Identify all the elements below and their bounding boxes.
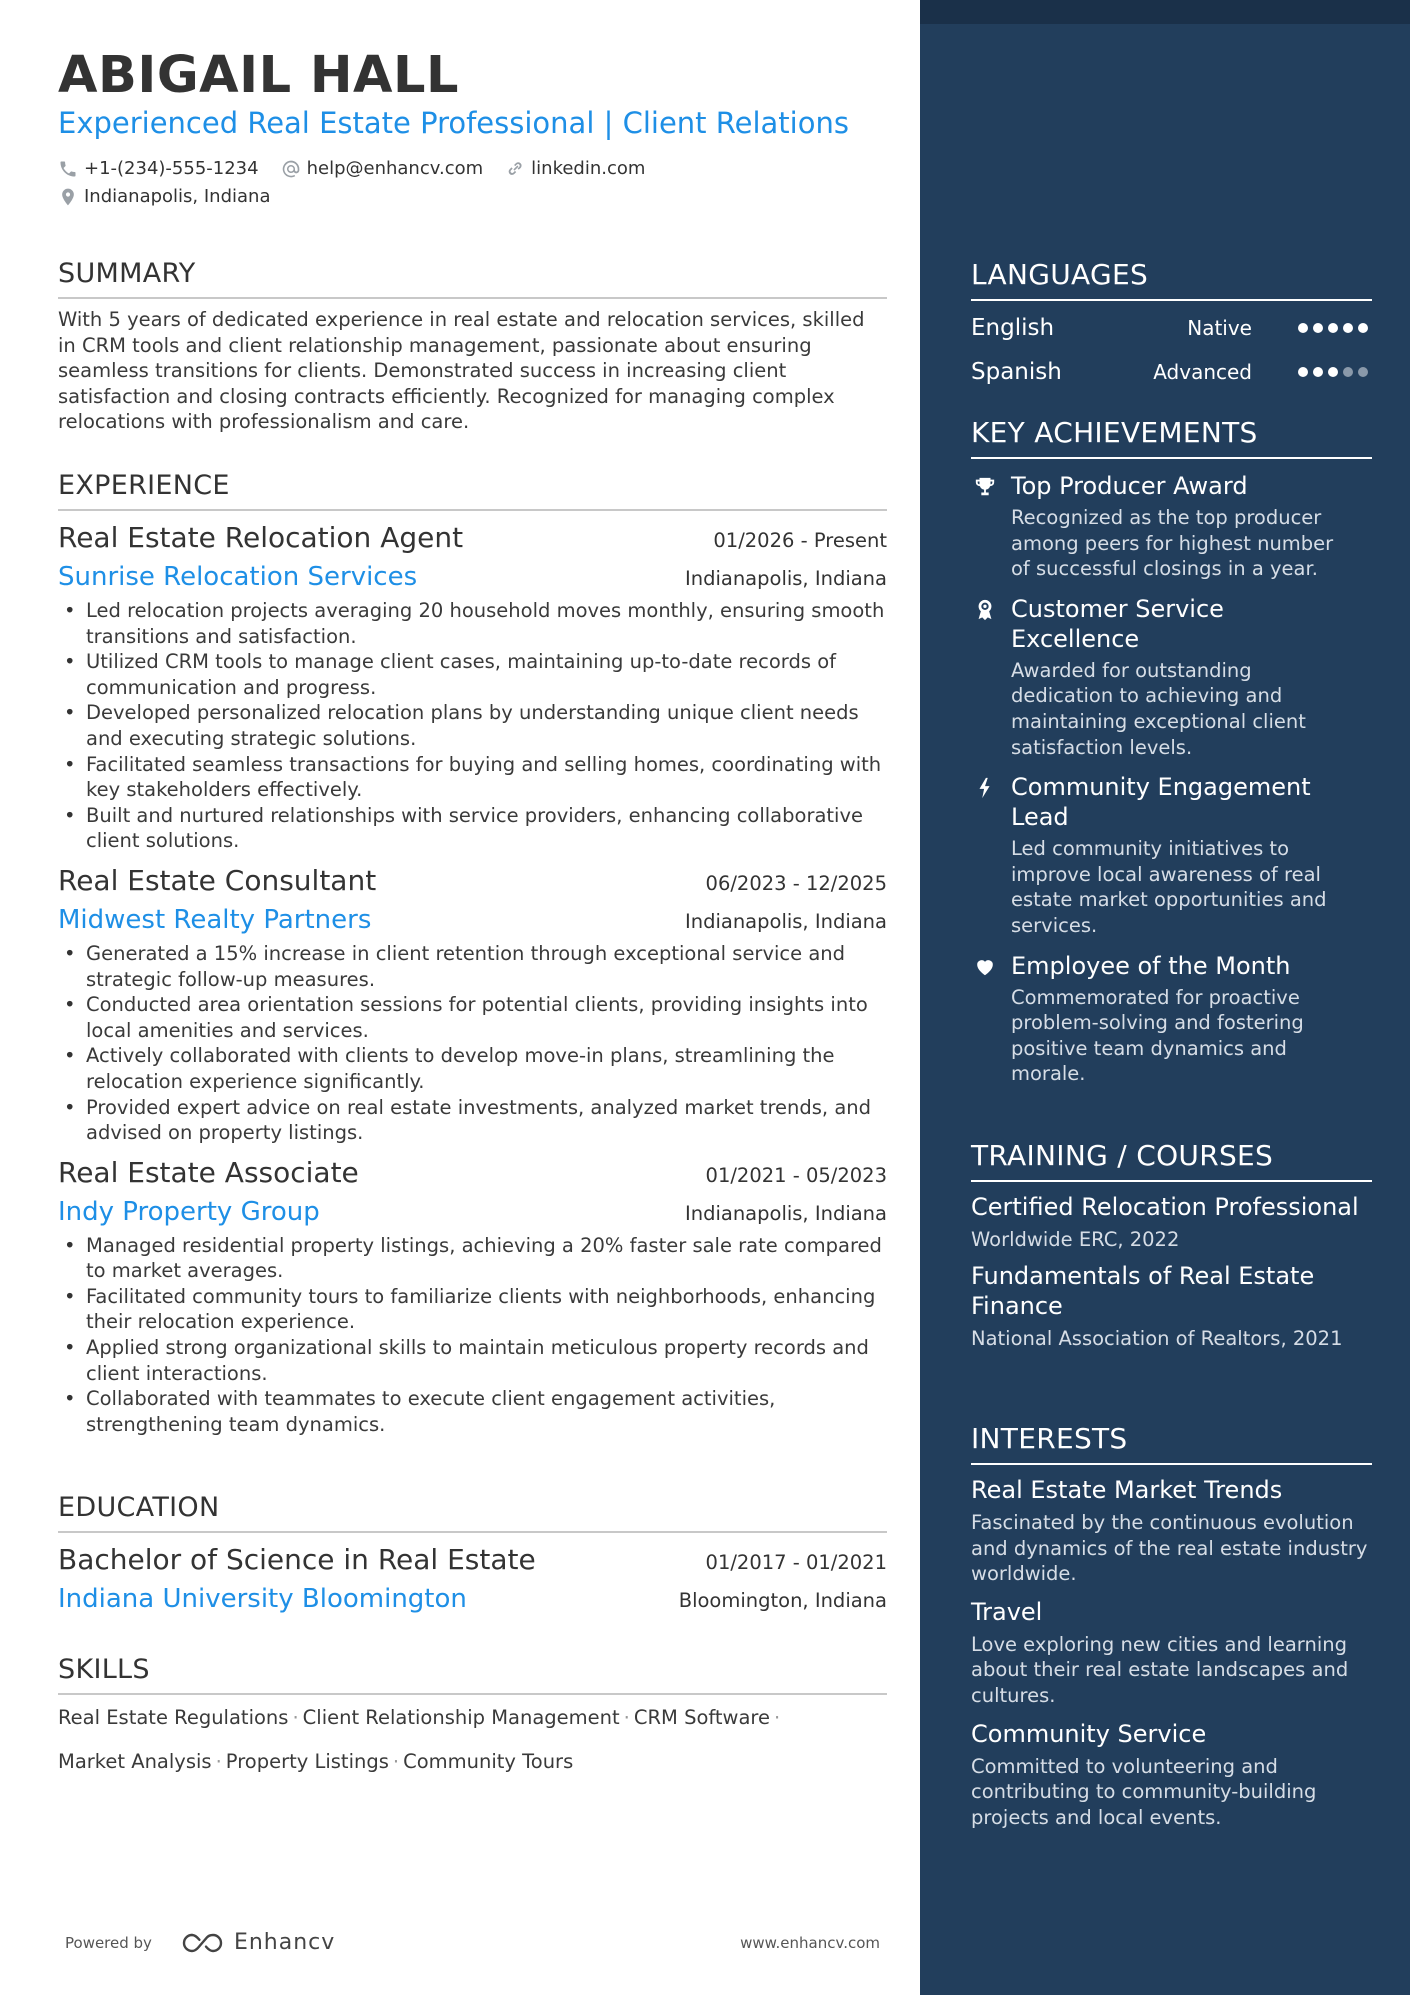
- job-bullet: • Actively collaborated with clients to develop move-in plans, streamlining the relocation experience significantly.: [58, 1043, 887, 1094]
- skills-section: [58, 1654, 887, 1783]
- interests-section: [971, 1422, 1372, 1830]
- education-section: [58, 1492, 887, 1614]
- phone-icon: [58, 159, 78, 179]
- language-name: Spanish: [971, 359, 1062, 385]
- languages-heading: LANGUAGES: [971, 258, 1372, 301]
- interest-item: [971, 1597, 1372, 1709]
- email-text: help@enhancv.com: [306, 158, 484, 179]
- sidebar-top-bar: [920, 0, 1410, 24]
- summary-section: [58, 258, 887, 435]
- website-link[interactable]: www.enhancv.com: [740, 1933, 880, 1952]
- skill-tag: Community Tours: [403, 1750, 574, 1773]
- skills-line: [58, 1741, 887, 1783]
- contact-email[interactable]: [281, 158, 484, 179]
- interest-desc: Committed to volunteering and contributing to community-building projects and local events.: [971, 1754, 1317, 1829]
- job-title: Real Estate Associate: [58, 1155, 359, 1189]
- language-rating: [1268, 367, 1372, 377]
- interest-title: Real Estate Market Trends: [971, 1476, 1283, 1504]
- course-title: Fundamentals of Real Estate Finance: [971, 1262, 1315, 1320]
- contact-linkedin[interactable]: [505, 158, 645, 179]
- job-bullet: • Facilitated seamless transactions for buying and selling homes, coordinating with key stakeholders effectively.: [58, 752, 887, 803]
- job-dates: 06/2023 - 12/2025: [705, 871, 887, 895]
- experience-section: [58, 470, 887, 1437]
- achievement-item: [971, 772, 1372, 938]
- job-bullet: • Collaborated with teammates to execute client engagement activities, strengthening team dynamics.: [58, 1386, 887, 1437]
- job-company: Sunrise Relocation Services: [58, 562, 418, 592]
- footer: [65, 1930, 880, 1955]
- interest-desc: Fascinated by the continuous evolution and dynamics of the real estate industry worldwide.: [971, 1511, 1368, 1586]
- education-heading: EDUCATION: [58, 1492, 887, 1533]
- link-icon: [505, 159, 525, 179]
- achievement-desc: Awarded for outstanding dedication to achieving and maintaining exceptional client satisfaction levels.: [1011, 658, 1306, 759]
- job-bullet: • Developed personalized relocation plans by understanding unique client needs and executing strategic solutions.: [58, 700, 887, 751]
- linkedin-text: linkedin.com: [531, 158, 646, 179]
- course-provider: National Association of Realtors, 2021: [971, 1327, 1343, 1350]
- language-name: English: [971, 315, 1055, 341]
- achievement-title: Customer Service Excellence: [1011, 594, 1224, 653]
- achievement-title: Community Engagement Lead: [1011, 773, 1311, 832]
- rating-dot-filled: [1298, 323, 1308, 333]
- achievement-item: [971, 471, 1372, 582]
- job-location: Indianapolis, Indiana: [684, 567, 887, 590]
- job-bullet: • Applied strong organizational skills to maintain meticulous property records and client interactions.: [58, 1335, 887, 1386]
- skill-tag: Client Relationship Management: [302, 1706, 620, 1729]
- language-rating: [1268, 323, 1372, 333]
- course-item: [971, 1261, 1372, 1350]
- job-bullet: • Provided expert advice on real estate investments, analyzed market trends, and advised on property listings.: [58, 1095, 887, 1146]
- achievement-desc: Led community initiatives to improve local awareness of real estate market opportunities and services.: [1011, 837, 1327, 937]
- award-ribbon-icon: [974, 599, 996, 621]
- job-bullet: • Utilized CRM tools to manage client cases, maintaining up-to-date records of communication and progress.: [58, 649, 887, 700]
- achievement-item: [971, 951, 1372, 1087]
- location-text: Indianapolis, Indiana: [84, 186, 271, 207]
- brand-name: Enhancv: [233, 1930, 336, 1955]
- interest-desc: Love exploring new cities and learning about their real estate landscapes and cultures.: [971, 1632, 1349, 1707]
- skill-separator: ·: [292, 1706, 299, 1729]
- achievement-title: Employee of the Month: [1011, 951, 1291, 980]
- language-level: Advanced: [1153, 360, 1252, 384]
- interest-title: Travel: [971, 1597, 1043, 1626]
- job-title: Real Estate Consultant: [58, 863, 377, 897]
- brand-logo[interactable]: [180, 1930, 335, 1955]
- school-name: Indiana University Bloomington: [58, 1584, 467, 1614]
- candidate-name: ABIGAIL HALL: [58, 46, 460, 105]
- achievements-section: [971, 416, 1372, 1087]
- achievement-desc: Recognized as the top producer among peers for highest number of successful closings in a year.: [1011, 506, 1334, 581]
- at-sign-icon: [281, 159, 301, 179]
- rating-dot-filled: [1343, 323, 1353, 333]
- skill-separator: ·: [774, 1706, 781, 1729]
- skill-tag: Real Estate Regulations: [58, 1706, 289, 1729]
- contact-location: [58, 186, 271, 207]
- degree-title: Bachelor of Science in Real Estate: [58, 1543, 536, 1576]
- course-provider: Worldwide ERC, 2022: [971, 1228, 1180, 1251]
- job-bullet: • Generated a 15% increase in client retention through exceptional service and strategic follow-up measures.: [58, 941, 887, 992]
- language-item: [971, 355, 1372, 389]
- contact-phone: [58, 158, 259, 179]
- rating-dot-empty: [1358, 367, 1368, 377]
- interest-item: [971, 1719, 1372, 1831]
- interest-item: [971, 1475, 1372, 1587]
- rating-dot-filled: [1313, 367, 1323, 377]
- job-bullets: [58, 1233, 887, 1438]
- skill-separator: ·: [623, 1706, 630, 1729]
- job-bullet: • Led relocation projects averaging 20 household moves monthly, ensuring smooth transitions and satisfaction.: [58, 598, 887, 649]
- school-location: Bloomington, Indiana: [678, 1589, 887, 1612]
- job-bullet: • Built and nurtured relationships with service providers, enhancing collaborative client solutions.: [58, 803, 887, 854]
- skills-heading: SKILLS: [58, 1654, 887, 1695]
- location-pin-icon: [58, 187, 78, 207]
- skill-separator: ·: [392, 1750, 400, 1773]
- phone-text: +1-(234)-555-1234: [84, 158, 259, 179]
- sidebar: [920, 0, 1410, 1995]
- job-bullet: • Managed residential property listings, achieving a 20% faster sale rate compared to market averages.: [58, 1233, 887, 1284]
- job-company: Indy Property Group: [58, 1196, 320, 1227]
- contact-info: [58, 158, 645, 214]
- interests-heading: INTERESTS: [971, 1422, 1372, 1465]
- job-location: Indianapolis, Indiana: [684, 1201, 887, 1225]
- skill-tag: CRM Software: [633, 1706, 771, 1729]
- job-entry: [58, 864, 887, 1146]
- job-entry: [58, 521, 887, 854]
- heart-icon: [974, 956, 996, 978]
- achievement-desc: Commemorated for proactive problem-solving and fostering positive team dynamics and morale.: [1011, 985, 1304, 1086]
- education-dates: 01/2017 - 01/2021: [705, 1551, 887, 1574]
- job-bullet: • Conducted area orientation sessions for potential clients, providing insights into local amenities and services.: [58, 992, 887, 1043]
- experience-heading: EXPERIENCE: [58, 470, 887, 511]
- candidate-headline: Experienced Real Estate Professional | Client Relations: [58, 106, 849, 140]
- achievements-heading: KEY ACHIEVEMENTS: [971, 416, 1372, 459]
- job-company: Midwest Realty Partners: [58, 904, 372, 935]
- course-item: [971, 1192, 1372, 1251]
- rating-dot-filled: [1313, 323, 1323, 333]
- rating-dot-filled: [1358, 323, 1368, 333]
- rating-dot-filled: [1328, 323, 1338, 333]
- skill-tag: Property Listings: [225, 1750, 389, 1773]
- job-bullets: [58, 598, 887, 854]
- language-item: [971, 311, 1372, 345]
- achievement-item: [971, 594, 1372, 760]
- skills-line: [58, 1697, 887, 1739]
- powered-by-label: Powered by: [65, 1933, 152, 1952]
- job-entry: [58, 1156, 887, 1438]
- rating-dot-filled: [1328, 367, 1338, 377]
- powered-by: [65, 1930, 335, 1955]
- achievement-title: Top Producer Award: [1011, 472, 1248, 500]
- job-location: Indianapolis, Indiana: [684, 909, 887, 933]
- interest-title: Community Service: [971, 1719, 1207, 1748]
- course-title: Certified Relocation Professional: [971, 1193, 1359, 1221]
- summary-text: With 5 years of dedicated experience in real estate and relocation services, skilled in CRM tools and client relationship management, passionate about ensuring seamless transitions for clients. Demonstrated success in increasing client satisfaction and closing contracts efficiently. Recognized for managing complex relocations with professionalism and care.: [58, 308, 865, 434]
- rating-dot-empty: [1343, 367, 1353, 377]
- job-dates: 01/2026 - Present: [713, 529, 887, 552]
- lightning-bolt-icon: [974, 777, 996, 799]
- language-level: Native: [1187, 316, 1252, 340]
- job-dates: 01/2021 - 05/2023: [705, 1163, 887, 1187]
- summary-heading: SUMMARY: [58, 258, 887, 299]
- skill-tag: Market Analysis: [58, 1750, 212, 1773]
- enhancv-logo-icon: [180, 1931, 226, 1955]
- languages-section: [971, 258, 1372, 389]
- rating-dot-filled: [1298, 367, 1308, 377]
- job-title: Real Estate Relocation Agent: [58, 521, 464, 554]
- training-section: [971, 1139, 1372, 1350]
- job-bullets: [58, 941, 887, 1146]
- job-bullet: • Facilitated community tours to familiarize clients with neighborhoods, enhancing their relocation experience.: [58, 1284, 887, 1335]
- skill-separator: ·: [215, 1750, 222, 1773]
- training-heading: TRAINING / COURSES: [971, 1139, 1372, 1182]
- trophy-icon: [974, 476, 996, 498]
